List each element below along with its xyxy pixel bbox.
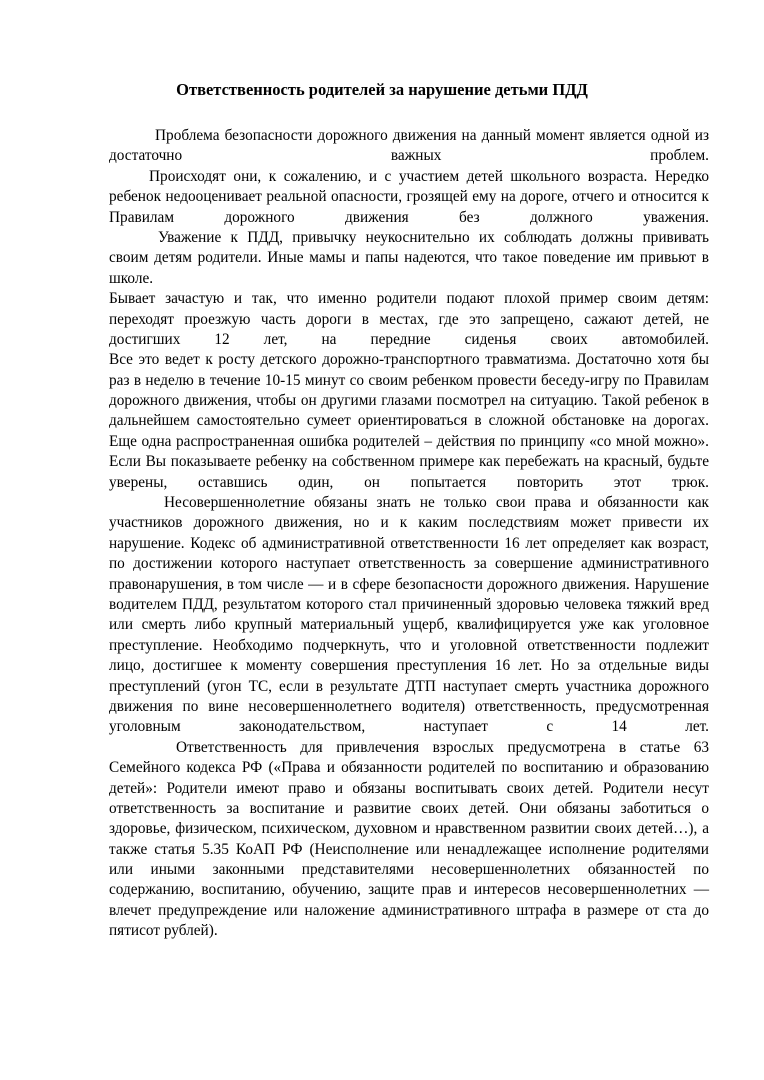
text-line: Бывает зачастую и так, что именно родители подают плохой пример своим детям: [109, 290, 709, 308]
text-line: уголовным законодательством, наступает с 14 лет. [109, 718, 709, 736]
text-line: Происходят они, к сожалению, и с участием детей школьного возраста. Нередко [149, 167, 709, 185]
text-line: здоровье, физическом, психическом, духовном и нравственном развитии своих детей…), а [109, 820, 709, 838]
document-body [109, 126, 709, 942]
text-line: ответственность за воспитание и развитие своих детей. Они обязаны заботиться о [109, 799, 709, 817]
text-line: нарушение. Кодекс об административной ответственности 16 лет определяет как возраст, [109, 534, 709, 552]
text-line: лицо, достигшее к моменту совершения преступления 16 лет. Но за отдельные виды [109, 657, 709, 675]
text-line: переходят проезжую часть дороги в местах, где это запрещено, сажают детей, не [109, 310, 709, 328]
document-title: Ответственность родителей за нарушение детьми ПДД [176, 80, 588, 99]
text-line: Несовершеннолетние обязаны знать не только свои права и обязанности как [164, 494, 709, 512]
text-line: водителем ПДД, результатом которого стал причиненный здоровью человека тяжкий вред [109, 595, 709, 613]
text-line: или смерть либо крупный материальный ущерб, квалифицируется уже как уголовное [109, 616, 709, 634]
text-line: школе. [109, 269, 154, 287]
text-line: участников дорожного движения, но и к каким последствиям может привести их [109, 514, 709, 532]
text-line: дальнейшем самостоятельно сумеет ориентироваться в сложной обстановке на дорогах. [109, 412, 709, 430]
text-line: преступление. Необходимо подчеркнуть, что и уголовной ответственности подлежит [109, 636, 709, 654]
text-line: Уважение к ПДД, привычку неукоснительно их соблюдать должны прививать [158, 228, 709, 246]
text-line: Правилам дорожного движения без должного уважения. [109, 208, 709, 226]
text-line: Семейного кодекса РФ («Права и обязанности родителей по воспитанию и образованию [109, 759, 709, 777]
text-line: Ответственность для привлечения взрослых предусмотрена в статье 63 [176, 738, 709, 756]
text-line: по достижении которого наступает ответственность за совершение административного [109, 555, 709, 573]
text-line: достигших 12 лет, на передние сиденья своих автомобилей. [109, 330, 709, 348]
text-line: пятисот рублей). [109, 922, 218, 940]
text-line: раз в неделю в течение 10-15 минут со своим ребенком провести беседу-игру по Правилам [109, 371, 709, 389]
text-line: влечет предупреждение или наложение административного штрафа в размере от ста до [109, 901, 709, 919]
text-line: достаточно важных проблем. [109, 147, 709, 165]
text-line: уверены, оставшись один, он попытается повторить этот трюк. [109, 473, 709, 491]
text-line: Если Вы показываете ребенку на собственном примере как перебежать на красный, будьте [109, 453, 709, 471]
text-line: Все это ведет к росту детского дорожно-транспортного травматизма. Достаточно хотя бы [109, 351, 709, 369]
text-line: Еще одна распространенная ошибка родителей – действия по принципу «со мной можно». [109, 432, 709, 450]
text-line: ребенок недооценивает реальной опасности, грозящей ему на дороге, отчего и относится к [109, 188, 709, 206]
text-line: детей»: Родители имеют право и обязаны воспитывать своих детей. Родители несут [109, 779, 709, 797]
text-line: своим детям родители. Иные мамы и папы надеются, что такое поведение им привьют в [109, 249, 709, 267]
text-line: правонарушения, в том числе — и в сфере безопасности дорожного движения. Нарушение [109, 575, 709, 593]
text-line: содержанию, воспитанию, обучению, защите прав и интересов несовершеннолетних — [109, 881, 709, 899]
text-line: Проблема безопасности дорожного движения на данный момент является одной из [155, 127, 709, 144]
text-line: движения по вине несовершеннолетнего водителя) ответственность, предусмотренная [109, 697, 709, 715]
text-line: дорожного движения, чтобы он другими глазами посмотрел на ситуацию. Такой ребенок в [109, 392, 709, 410]
text-line: или иными законными представителями несовершеннолетних обязанностей по [109, 861, 709, 879]
text-line: преступлений (угон ТС, если в результате ДТП наступает смерть участника дорожного [109, 677, 709, 695]
text-line: также статья 5.35 КоАП РФ (Неисполнение или ненадлежащее исполнение родителями [109, 840, 709, 858]
